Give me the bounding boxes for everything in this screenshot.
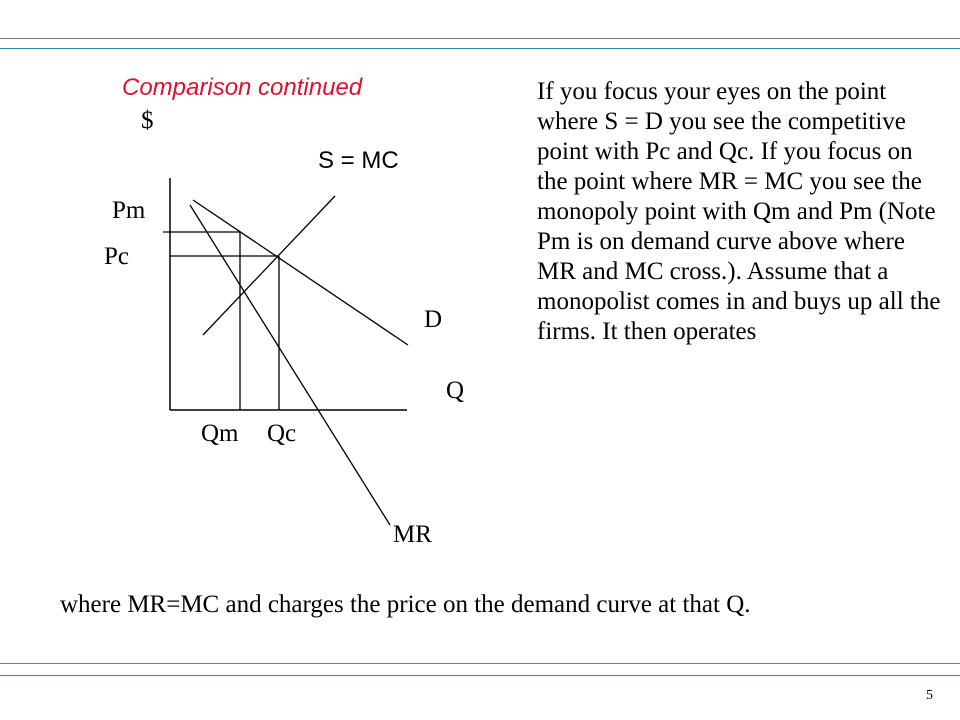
bottom-divider-dark xyxy=(0,663,960,664)
mr-curve-label: MR xyxy=(393,521,432,548)
bottom-divider-light xyxy=(0,675,960,676)
x-axis-label: Q xyxy=(446,377,465,404)
slide-title: Comparison continued xyxy=(122,74,363,101)
competitive-quantity-label: Qc xyxy=(267,420,297,447)
monopoly-quantity-label: Qm xyxy=(201,420,239,447)
competitive-price-label: Pc xyxy=(104,243,129,270)
page-number: 5 xyxy=(926,688,933,703)
demand-curve-label: D xyxy=(424,306,443,333)
explanation-paragraph: If you focus your eyes on the point where S = D you see the competitive point with Pc and Qc. If you focus on the point where MR = MC you see the monopoly point with Qm and Pm (Note Pm is on demand curve above where MR and MC cross.). Assume that a monopolist comes in and buys up all the firms. It then operates xyxy=(537,78,941,345)
mr-curve xyxy=(190,205,390,525)
explanation-continuation: where MR=MC and charges the price on the demand curve at that Q. xyxy=(60,591,751,618)
demand-curve xyxy=(193,200,408,345)
monopoly-price-label: Pm xyxy=(112,197,146,224)
y-axis-label: $ xyxy=(141,107,154,134)
supply-curve xyxy=(203,196,335,335)
supply-curve-label: S = MC xyxy=(318,147,399,174)
